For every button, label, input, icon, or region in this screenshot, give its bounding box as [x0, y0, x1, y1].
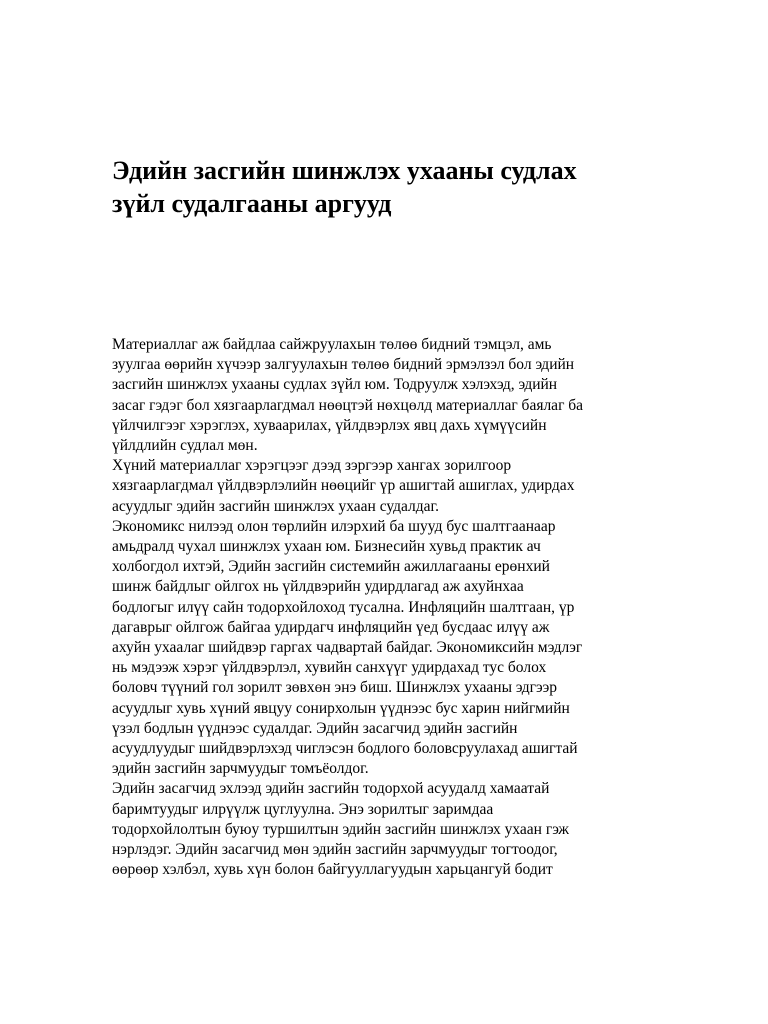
body-line: нэрлэдэг. Эдийн засагчид мөн эдийн засгийн зарчмуудыг тогтоодог, — [112, 841, 558, 859]
body-line: шинж байдлыг ойлгох нь үйлдвэрийн удирдлагад аж ахуйнхаа — [112, 578, 524, 596]
body-line: асуудлыг хувь хүний явцуу сонирхолын үүднээс бус харин нийгмийн — [112, 699, 570, 717]
body-line: холбогдол ихтэй, Эдийн засгийн системийн ажиллагааны ерөнхий — [112, 558, 550, 576]
body-line: баримтуудыг илрүүлж цуглуулна. Энэ зорилтыг заримдаа — [112, 800, 494, 818]
body-line: дагаврыг ойлгож байгаа удирдагч инфляцийн үед бусдаас илүү аж — [112, 618, 550, 636]
body-line: засаг гэдэг бол хязгаарлагдмал нөөцтэй нөхцөлд материаллаг баялаг ба — [112, 396, 584, 414]
document-body — [112, 335, 657, 880]
body-line: ахуйн ухаалаг шийдвэр гаргах чадвартай байдаг. Экономиксийн мэдлэг — [112, 639, 583, 657]
body-line: үйлдлийн судлал мөн. — [112, 437, 258, 455]
body-line: боловч түүний гол зорилт зөвхөн энэ биш. Шинжлэх ухааны эдгээр — [112, 679, 558, 697]
body-line: асуудлуудыг шийдвэрлэхэд чиглэсэн бодлого боловсруулахад ашигтай — [112, 740, 578, 758]
body-line: зуулгаа өөрийн хүчээр залгуулахын төлөө бидний эрмэлзэл бол эдийн — [112, 356, 575, 374]
body-line: Экономикс нилээд олон төрлийн илэрхий ба шууд бус шалтгаанаар — [112, 517, 556, 535]
body-line: хязгаарлагдмал үйлдвэрлэлийн нөөцийг үр ашигтай ашиглах, удирдах — [112, 477, 575, 495]
body-line: Эдийн засагчид эхлээд эдийн засгийн тодорхой асуудалд хамаатай — [112, 780, 550, 798]
body-line: өөрөөр хэлбэл, хувь хүн болон байгууллагуудын харьцангуй бодит — [112, 861, 553, 879]
body-line: үзэл бодлын үүднээс судалдаг. Эдийн засагчид эдийн засгийн — [112, 719, 518, 737]
body-line: засгийн шинжлэх ухааны судлах зүйл юм. Тодруулж хэлэхэд, эдийн — [112, 376, 558, 394]
body-line: үйлчилгээг хэрэглэх, хуваарилах, үйлдвэрлэх явц дахь хүмүүсийн — [112, 416, 547, 434]
body-line: Материаллаг аж байдлаа сайжруулахын төлөө бидний тэмцэл, амь — [112, 336, 552, 353]
body-line: бодлогыг илүү сайн тодорхойлоход тусална. Инфляцийн шалтгаан, үр — [112, 598, 575, 616]
title-line: Эдийн засгийн шинжлэх ухааны судлах — [112, 156, 577, 185]
body-line: амьдралд чухал шинжлэх ухаан юм. Бизнесийн хувьд практик ач — [112, 538, 541, 556]
body-line: Хүний материаллаг хэрэгцээг дээд зэргээр хангах зорилгоор — [112, 457, 512, 475]
document-title — [112, 154, 672, 220]
title-line: зүйл судалгааны аргууд — [112, 189, 392, 218]
body-line: нь мэдээж хэрэг үйлдвэрлэл, хувийн санхүүг удирдахад тус болох — [112, 659, 547, 677]
body-line: тодорхойлолтын буюу туршилтын эдийн засгийн шинжлэх ухаан гэж — [112, 820, 569, 838]
body-line: эдийн засгийн зарчмуудыг томъёолдог. — [112, 760, 369, 778]
body-line: асуудлыг эдийн засгийн шинжлэх ухаан судалдаг. — [112, 497, 440, 515]
